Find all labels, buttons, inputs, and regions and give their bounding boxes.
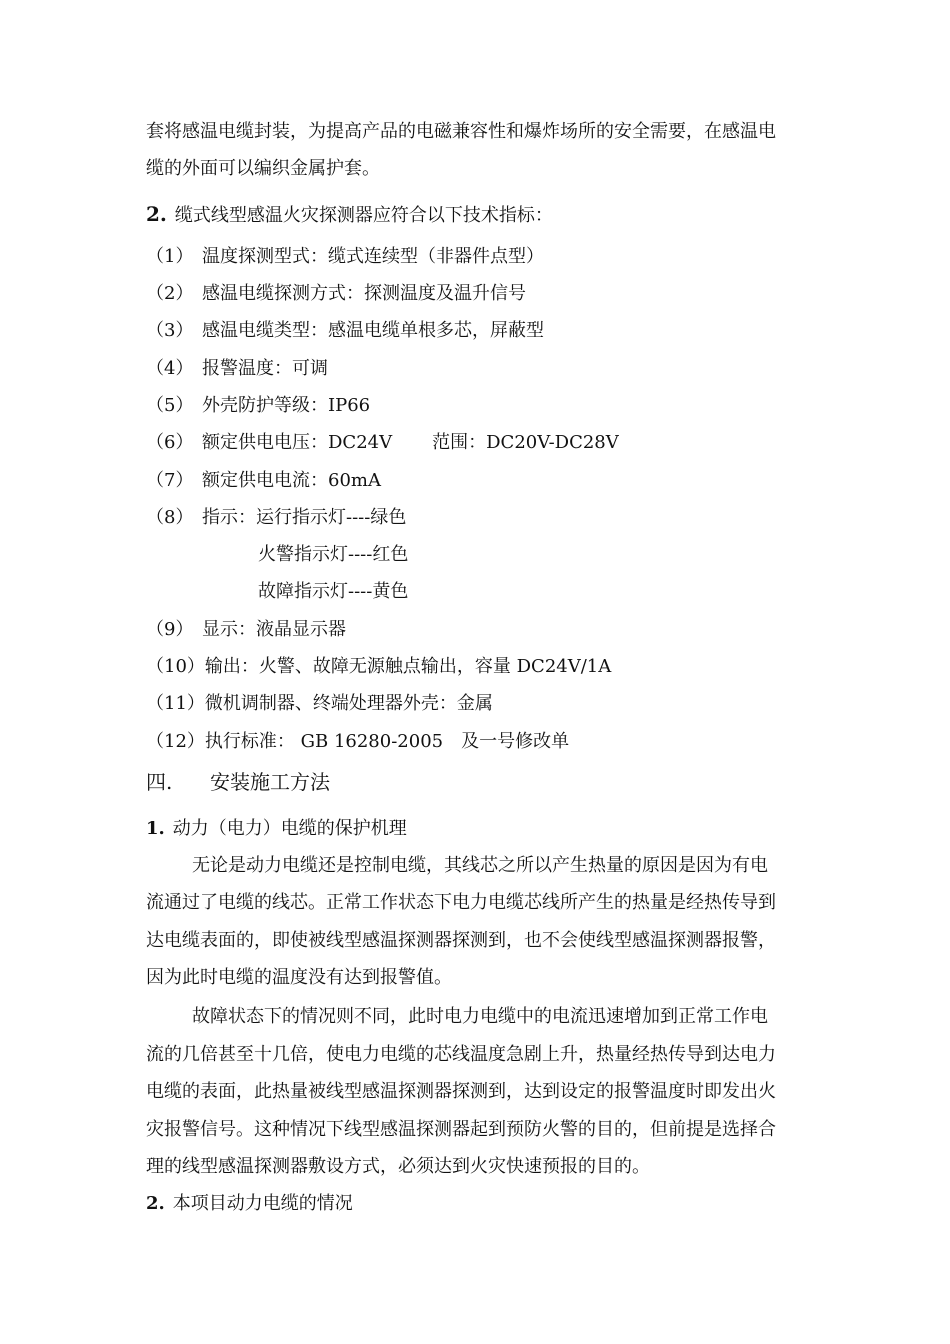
spec-text: 输出：火警、故障无源触点输出，容量 DC24V/1A (204, 656, 612, 677)
spec-number: （2） (146, 283, 194, 304)
subsection2-title: 本项目动力电缆的情况 (172, 1193, 353, 1214)
spec-item-2 (146, 282, 526, 306)
subsection2-number: 2. (146, 1193, 165, 1214)
section2-number: 2. (146, 202, 167, 226)
spec-text: 指示：运行指示灯----绿色 (202, 507, 407, 528)
spec-item-7 (146, 469, 381, 493)
spec-number: （3） (146, 320, 194, 341)
indicator-fire: 火警指示灯----红色 (258, 544, 409, 565)
subsection2-heading (146, 1192, 353, 1216)
spec-number: （6） (146, 432, 194, 453)
section2-title: 缆式线型感温火灾探测器应符合以下技术指标： (174, 205, 553, 226)
spec-number: （8） (146, 507, 194, 528)
subsection1-number: 1. (146, 818, 165, 839)
spec-text: 微机调制器、终端处理器外壳：金属 (204, 693, 493, 714)
spec-item-3 (146, 319, 544, 343)
spec-range: 范围：DC20V-DC28V (432, 432, 619, 453)
spec-item-6 (146, 431, 619, 455)
spec-text: 额定供电电流：60mA (202, 470, 381, 491)
section2-heading (146, 202, 553, 228)
spec-number: （10） (146, 656, 205, 677)
spec-text: 感温电缆类型：感温电缆单根多芯，屏蔽型 (202, 320, 544, 341)
spec-number: （7） (146, 470, 194, 491)
para1-line-2: 流通过了电缆的线芯。正常工作状态下电力电缆芯线所产生的热量是经热传导到 (146, 892, 776, 913)
spec-number: （12） (146, 731, 205, 752)
spec-number: （9） (146, 619, 194, 640)
para2-line-2: 流的几倍甚至十几倍，使电力电缆的芯线温度急剧上升，热量经热传导到达电力 (146, 1044, 776, 1065)
spec-text: 外壳防护等级：IP66 (202, 395, 371, 416)
spec-item-1 (146, 245, 544, 269)
spec-item-10 (146, 655, 611, 679)
spec-item-9 (146, 618, 346, 642)
spec-text: 报警温度：可调 (202, 358, 328, 379)
spec-item-4 (146, 357, 328, 381)
spec-item-11 (146, 692, 493, 716)
para2-line-5: 理的线型感温探测器敷设方式，必须达到火灾快速预报的目的。 (146, 1156, 650, 1177)
para2-line-4: 灾报警信号。这种情况下线型感温探测器起到预防火警的目的，但前提是选择合 (146, 1119, 776, 1140)
spec-text: 额定供电电压：DC24V (202, 432, 393, 453)
para1-line-1: 无论是动力电缆还是控制电缆，其线芯之所以产生热量的原因是因为有电 (192, 855, 768, 876)
subsection1-title: 动力（电力）电缆的保护机理 (172, 818, 407, 839)
spec-number: （11） (146, 693, 205, 714)
spec-number: （4） (146, 358, 194, 379)
spec-number: （1） (146, 246, 194, 267)
spec-item-8 (146, 506, 406, 530)
para2-line-3: 电缆的表面，此热量被线型感温探测器探测到，达到设定的报警温度时即发出火 (146, 1081, 776, 1102)
indicator-fault: 故障指示灯----黄色 (258, 581, 409, 602)
spec-text: 感温电缆探测方式：探测温度及温升信号 (202, 283, 526, 304)
intro-line-1: 套将感温电缆封装，为提高产品的电磁兼容性和爆炸场所的安全需要，在感温电 (146, 121, 776, 142)
spec-text: 温度探测型式：缆式连续型（非器件点型） (202, 246, 544, 267)
para1-line-3: 达电缆表面的，即使被线型感温探测器探测到，也不会使线型感温探测器报警， (146, 930, 776, 951)
spec-number: （5） (146, 395, 194, 416)
spec-text: 执行标准： GB 16280-2005 及一号修改单 (204, 731, 570, 752)
spec-text: 显示：液晶显示器 (202, 619, 346, 640)
section4-heading (146, 770, 330, 794)
para2-line-1: 故障状态下的情况则不同，此时电力电缆中的电流迅速增加到正常工作电 (192, 1006, 768, 1027)
spec-item-12 (146, 730, 569, 754)
section4-title: 安装施工方法 (210, 770, 330, 794)
subsection1-heading (146, 817, 407, 841)
spec-item-5 (146, 394, 370, 418)
para1-line-4: 因为此时电缆的温度没有达到报警值。 (146, 967, 452, 988)
section4-number: 四. (146, 770, 173, 794)
intro-line-2: 缆的外面可以编织金属护套。 (146, 158, 380, 179)
